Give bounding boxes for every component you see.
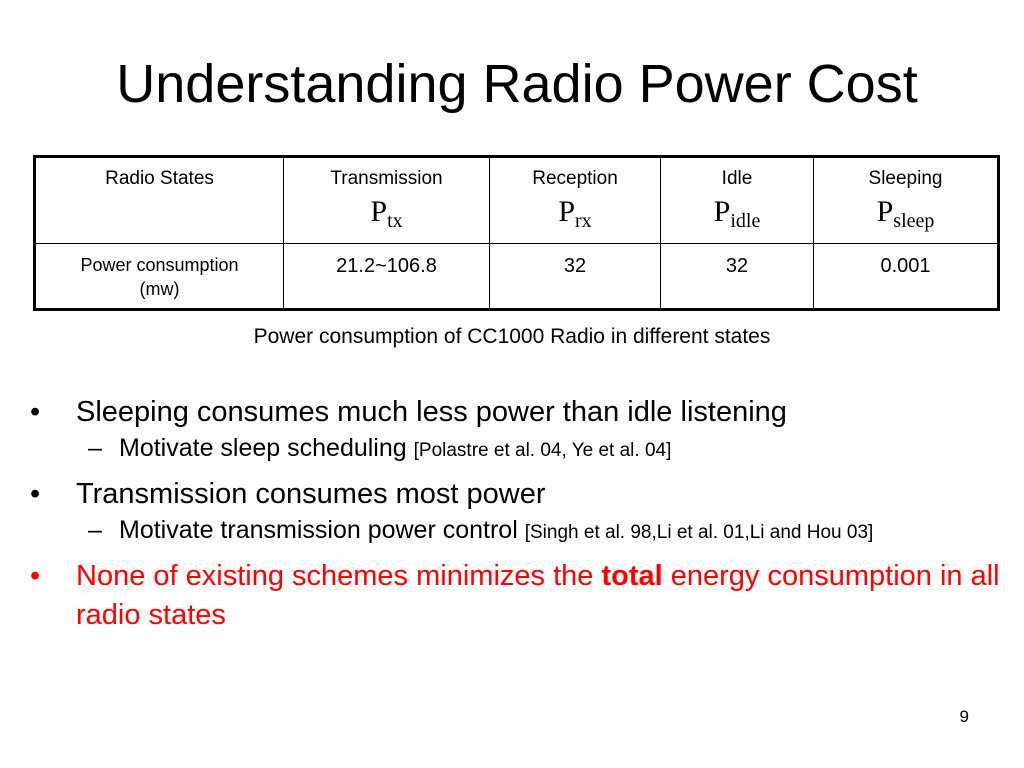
header-cell <box>35 157 284 244</box>
citation: [Singh et al. 98,Li et al. 01,Li and Hou 03] <box>524 522 874 543</box>
header-label: Reception <box>532 168 618 189</box>
table-header-row <box>35 157 999 244</box>
dash-icon: – <box>88 516 102 544</box>
bullet-list <box>30 393 1020 635</box>
power-table <box>33 155 1000 311</box>
bullet-icon: • <box>30 478 41 510</box>
emphasis-word: total <box>601 560 663 592</box>
citation: [Polastre et al. 04, Ye et al. 04] <box>413 440 672 461</box>
value-cell: 0.001 <box>814 244 999 310</box>
header-symbol: $P_{idle}$ <box>713 195 761 232</box>
dash-icon: – <box>88 434 102 462</box>
header-cell <box>814 157 999 244</box>
value-cell: 32 <box>661 244 814 310</box>
table-row <box>35 244 999 310</box>
header-label: Idle <box>721 168 753 189</box>
sub-bullet-item: – Motivate transmission power control [Singh et al. 98,Li et al. 01,Li and Hou 03] <box>88 516 874 544</box>
value-cell: 21.2~106.8 <box>284 244 490 310</box>
row-label-cell <box>35 244 284 310</box>
bullet-item: • Sleeping consumes much less power than idle listening <box>30 393 1020 432</box>
bullet-item: • Transmission consumes most power <box>30 475 1020 514</box>
header-cell <box>661 157 814 244</box>
header-label: Transmission <box>330 168 443 189</box>
header-label: Radio States <box>105 168 214 189</box>
header-cell <box>490 157 661 244</box>
row-label: Power consumption (mw) <box>80 255 239 299</box>
bullet-icon: • <box>30 560 41 592</box>
table-caption: Power consumption of CC1000 Radio in different states <box>253 325 771 348</box>
value-cell: 32 <box>490 244 661 310</box>
header-cell <box>284 157 490 244</box>
highlight-bullet-item: • None of existing schemes minimizes the total energy consumption in all radio states <box>30 557 1020 635</box>
header-label: Sleeping <box>868 168 943 189</box>
header-symbol: $P_{sleep}$ <box>876 195 935 232</box>
sub-bullet-item: – Motivate sleep scheduling [Polastre et al. 04, Ye et al. 04] <box>88 434 672 462</box>
header-symbol: $P_{rx}$ <box>558 195 592 232</box>
slide-title: Understanding Radio Power Cost <box>116 54 918 114</box>
page-number: 9 <box>959 707 969 726</box>
header-symbol: $P_{tx}$ <box>370 195 403 232</box>
bullet-icon: • <box>30 396 41 428</box>
